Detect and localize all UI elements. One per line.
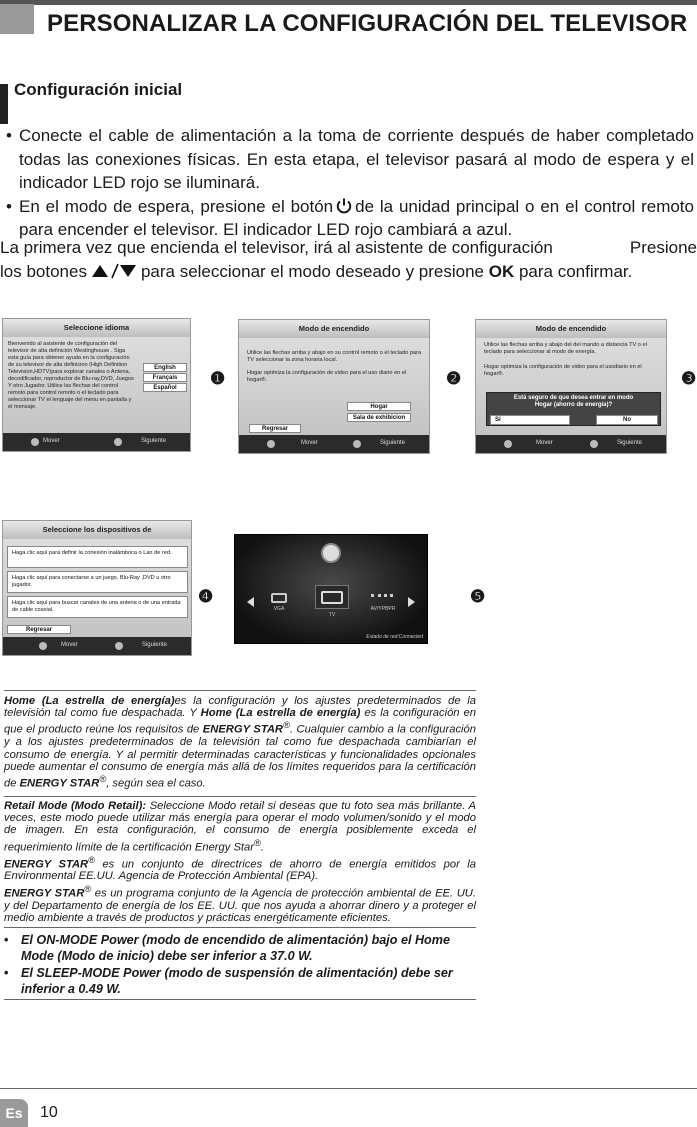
ok-icon <box>353 440 361 448</box>
page-title: PERSONALIZAR LA CONFIGURACIÓN DEL TELEVISOR <box>47 10 688 37</box>
device-card-antenna[interactable]: Haga clic aquí para buscar canales de una antena o de una entrada de cable coaxial. <box>7 596 188 618</box>
screen-title: Seleccione idioma <box>3 319 190 337</box>
device-card-network[interactable]: Haga clic aquí para definir la conexión inalámbrica o Lan de red. <box>7 546 188 568</box>
step-marker-3: ❸ <box>681 369 697 388</box>
ok-icon <box>115 642 123 650</box>
screen-power-mode-confirm <box>475 319 667 454</box>
page-number: 10 <box>40 1104 58 1121</box>
move-hint: Mover <box>301 440 318 446</box>
requirement-sleep-mode: • El SLEEP-MODE Power (modo de suspensión de alimentación) debe ser inferior a 0.49 W. <box>4 966 453 996</box>
confirm-dialog-text: Está seguro de que desea entrar en modo Hogar (ahorro de energía)? <box>513 395 634 408</box>
screen-body-text-2: Hogar optimiza la configuración de video para el uso diario en el hogar®. <box>247 370 407 383</box>
mode-option-home[interactable]: Hogar <box>347 402 411 411</box>
mode-option-showroom[interactable]: Sala de exhibicion <box>347 413 411 422</box>
bullet-item-1 <box>6 124 694 195</box>
intro-presione: Presione <box>629 238 697 257</box>
source-tv-label: TV <box>328 612 336 618</box>
header-accent-block <box>0 4 34 34</box>
language-badge: Es <box>0 1099 28 1127</box>
move-hint: Mover <box>536 440 553 446</box>
bullet-mark: • <box>6 196 12 216</box>
intro-line1: La primera vez que encienda el televisor, irá al asistente de configuración <box>0 238 553 257</box>
screen-body-text: Utilice las flechas arriba y abajo en su control remoto o el teclado para TV seleccionar la zona horaria local. <box>247 350 422 363</box>
next-hint: Siguiente <box>140 438 166 444</box>
ok-icon <box>590 440 598 448</box>
source-av-label: AV/YPBPR <box>370 606 396 612</box>
confirm-no-button[interactable]: No <box>596 415 658 425</box>
nav-arrows-icon <box>31 438 39 446</box>
source-av[interactable] <box>371 594 393 602</box>
intro-paragraph <box>0 236 697 283</box>
step-marker-1: ❶ <box>210 369 226 388</box>
intro-line2-start: los botones <box>0 261 87 281</box>
confirm-yes-button[interactable]: Sí <box>490 415 570 425</box>
nav-arrows-icon <box>267 440 275 448</box>
top-rule <box>0 0 697 5</box>
network-status: Estado de red:Connected <box>366 634 423 640</box>
footer-rule <box>0 1088 697 1089</box>
nav-arrows-icon <box>504 440 512 448</box>
brand-logo-icon <box>321 543 341 563</box>
section-accent-bar <box>0 84 8 124</box>
screen-title: Seleccione los dispositivos de <box>3 521 191 539</box>
divider <box>4 796 476 797</box>
arrow-right-icon[interactable] <box>408 597 415 607</box>
screen-power-mode <box>238 319 430 454</box>
step-marker-5: ❺ <box>470 587 486 606</box>
source-vga-label: VGA <box>273 606 285 612</box>
step-marker-4: ❹ <box>198 587 214 606</box>
screen-footer <box>3 433 190 451</box>
screen-footer <box>476 435 666 453</box>
nav-arrows-icon <box>39 642 47 650</box>
next-hint: Siguiente <box>616 440 642 446</box>
screen-title: Modo de encendido <box>476 320 666 338</box>
divider <box>4 690 476 691</box>
screen-footer <box>239 435 429 453</box>
divider <box>4 999 476 1000</box>
bullet-mark: • <box>6 126 12 145</box>
arrow-left-icon[interactable] <box>247 597 254 607</box>
ok-icon <box>114 438 122 446</box>
back-button[interactable]: Regresar <box>7 625 71 634</box>
screen-title: Modo de encendido <box>239 320 429 338</box>
bullet-text-after: de la unidad principal o en el control remoto para encender el televisor. El indicador LED rojo cambiará a azul. <box>19 196 694 239</box>
up-down-arrows-icon <box>91 260 137 284</box>
move-hint: Mover <box>43 438 60 444</box>
screen-body-text: Utilice las flechas arriba y abajo del del mando a distancia TV o el teclado para seleccionar al modo de energía. <box>484 342 647 355</box>
source-vga[interactable] <box>271 593 287 603</box>
next-hint: Siguiente <box>379 440 405 446</box>
intro-line2-end: para confirmar. <box>518 261 633 281</box>
power-icon <box>335 197 353 215</box>
screen-select-devices <box>2 520 192 656</box>
language-option-english[interactable]: English <box>143 363 187 372</box>
note-retail-mode: Retail Mode (Modo Retail): Seleccione Modo retail si deseas que tu foto sea más brillante. A veces, este modo puede utilizar más energía para operar el modo volumen/sonido y el modo de imagen. En esta configuración, el consumo de energía posiblemente exceda el requerimiento límite de la certificación Energy Star®. ENERGY STAR® es un conjunto de directrices de ahorro de energía emitidos por la Environmental EE.UU. Agencia de Protección Ambiental (EPA). ENERGY STAR® es un programa conjunto de la Agencia de protección ambiental de EE. UU. y del Departamento de energía de los EE. UU. que nos ayuda a ahorrar dinero y a proteger el medio ambiente a través de productos y prácticas energéticamente eficientes. <box>4 800 477 924</box>
bullet-item-2 <box>6 195 694 242</box>
language-option-francais[interactable]: Français <box>143 373 187 382</box>
intro-line2-mid: para seleccionar el modo deseado y presione <box>140 261 484 281</box>
divider <box>4 927 476 928</box>
requirement-on-mode: • El ON-MODE Power (modo de encendido de alimentación) bajo el Home Mode (Modo de inicio) debe ser inferior a 37.0 W. <box>4 933 450 963</box>
back-button[interactable]: Regresar <box>249 424 301 433</box>
screen-body-text: Bienvenido al asistente de configuración del televisor de alta definición Westinghouse . Siga esta guía para obtener ayuda en la configuración de su televisor de alta definicion (High Definition Television,HDTV)para explorar canales o Antena, decodificador, reproductor de Blu-ray,DVD, Juegos Y otro Jugador. Utilice las flechas del control remoto para control remoto o el teclado para seleccionar TV el lenguaje del menu en pantalla y el mensaje. <box>8 341 134 410</box>
note-home-mode: Home (La estrella de energía)es la configuración y los ajustes predeterminados de la televisión tal como fue despachada. Y Home (La estrella de energía) es la configuración en que el producto reúne los requisitos de ENERGY STAR®. Cualquier cambio a la configuración y a los ajustes predeterminados de la televisión tal como fue despachada cambiarían el consumo de energía. Y al permitir determinadas características y funcionalidades opcionales puede aumentar el consumo de energía más allá de los límites requeridos para la certificación de ENERGY STAR®, según sea el caso. <box>4 695 477 790</box>
screen-footer <box>3 637 191 655</box>
bullet-text-before: En el modo de espera, presione el botón <box>19 196 334 216</box>
next-hint: Siguiente <box>141 642 167 648</box>
move-hint: Mover <box>61 642 78 648</box>
section-title: Configuración inicial <box>14 80 183 99</box>
bullet-list <box>6 124 694 242</box>
tv-icon <box>321 591 343 604</box>
screen-body-text-2: Hogar optimiza la configuración de video para el usodiario en el hogar®. <box>484 364 642 377</box>
bullet-text: Conecte el cable de alimentación a la toma de corriente después de haber completado todas las conexiones físicas. En esta etapa, el televisor pasará al modo de espera y el indicador LED rojo se iluminará. <box>19 126 694 192</box>
source-tv[interactable] <box>315 585 349 609</box>
language-option-espanol[interactable]: Español <box>143 383 187 392</box>
screen-input-source <box>234 534 428 644</box>
device-card-player[interactable]: Haga clic aquí para conectarse a un juego, Blu-Ray ,DVD u otro jugador. <box>7 571 188 593</box>
ok-key-label: OK <box>488 261 515 281</box>
screen-select-language <box>2 318 191 452</box>
step-marker-2: ❷ <box>446 369 462 388</box>
